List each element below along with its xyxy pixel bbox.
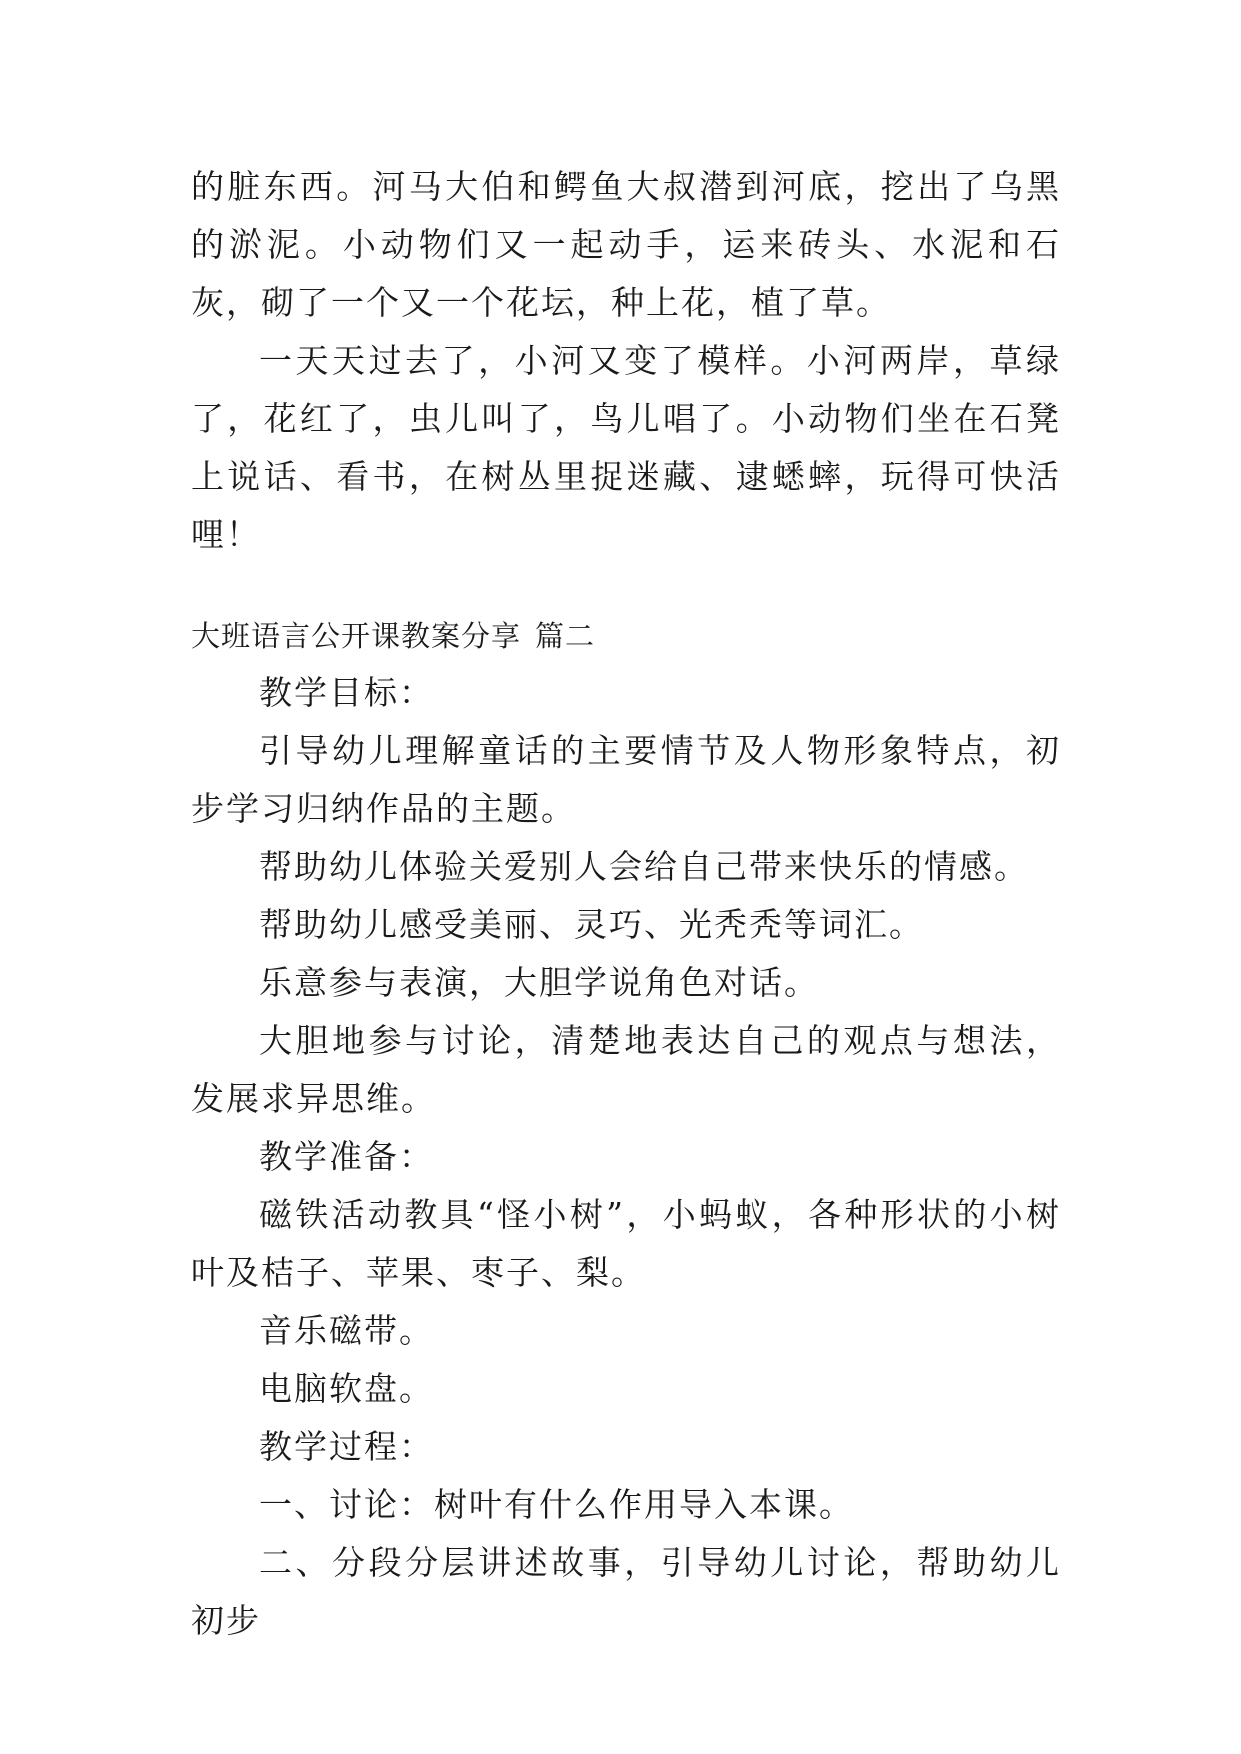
paragraph-story-continuation: 的脏东西。河马大伯和鳄鱼大叔潜到河底，挖出了乌黑的淤泥。小动物们又一起动手，运来砖头、水泥和石灰，砌了一个又一个花坛，种上花，植了草。 (191, 167, 1061, 322)
process-step-1: 一、讨论：树叶有什么作用导入本课。 (259, 1485, 854, 1524)
preparation-item-3: 电脑软盘。 (259, 1369, 434, 1408)
section-heading-title: 大班语言公开课教案分享 (191, 619, 522, 653)
heading-teaching-preparation: 教学准备： (259, 1137, 434, 1176)
goal-item-3: 帮助幼儿感受美丽、灵巧、光秃秃等词汇。 (259, 905, 924, 944)
section-heading (191, 608, 1061, 664)
goal-item-2: 帮助幼儿体验关爱别人会给自己带来快乐的情感。 (259, 847, 1029, 886)
document-body (191, 158, 1061, 1650)
goal-item-4: 乐意参与表演，大胆学说角色对话。 (259, 963, 819, 1002)
goal-item-5: 大胆地参与讨论，清楚地表达自己的观点与想法，发展求异思维。 (191, 1021, 1061, 1118)
heading-teaching-goals: 教学目标： (259, 673, 434, 712)
paragraph-story-ending: 一天天过去了，小河又变了模样。小河两岸，草绿了，花红了，虫儿叫了，鸟儿唱了。小动物们坐在石凳上说话、看书，在树丛里捉迷藏、逮蟋蟀，玩得可快活哩！ (191, 341, 1061, 554)
preparation-item-2: 音乐磁带。 (259, 1311, 434, 1350)
process-step-2: 二、分段分层讲述故事，引导幼儿讨论，帮助幼儿初步 (191, 1543, 1061, 1640)
goal-item-1: 引导幼儿理解童话的主要情节及人物形象特点，初步学习归纳作品的主题。 (191, 731, 1061, 828)
heading-teaching-process: 教学过程： (259, 1427, 434, 1466)
preparation-item-1: 磁铁活动教具“怪小树”，小蚂蚁，各种形状的小树叶及桔子、苹果、枣子、梨。 (191, 1195, 1061, 1292)
section-heading-part: 篇二 (535, 619, 596, 653)
